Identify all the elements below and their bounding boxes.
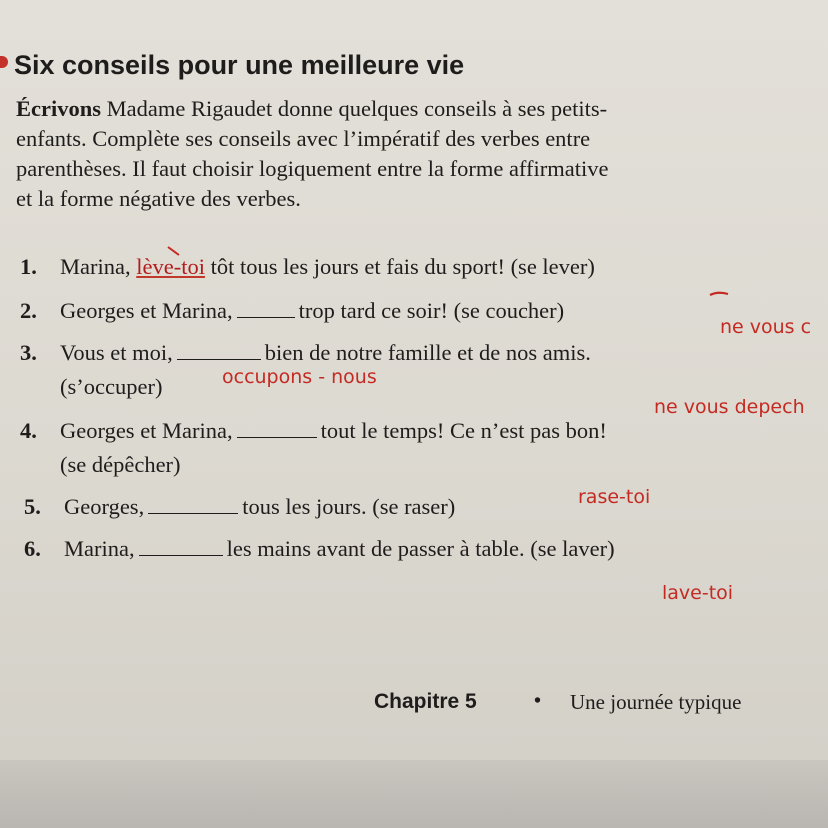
instructions-line-4: et la forme négative des verbes. (16, 186, 301, 211)
exercise-item-2: 2. Georges et Marina, trop tard ce soir! (se coucher) (20, 298, 565, 323)
handwritten-answer-4: ne vous depech (654, 396, 805, 418)
handwritten-answer-3: occupons - nous (222, 366, 377, 388)
blank-2 (237, 299, 295, 318)
exercise-item-6: 6. Marina, les mains avant de passer à table. (se laver) (24, 536, 615, 561)
footer-subtitle: Une journée typique (570, 690, 742, 714)
exercise-item-3: 3. Vous et moi, bien de notre famille et de nos amis. (20, 340, 591, 365)
blank-4 (237, 419, 317, 438)
handwritten-answer-6: lave-toi (662, 582, 734, 604)
exercise-item-3-verb: (s’occuper) (60, 374, 163, 399)
exercise-item-4-verb: (se dépêcher) (60, 452, 181, 477)
footer-separator: • (534, 690, 542, 712)
instructions (16, 94, 816, 214)
blank-5 (148, 495, 238, 514)
handwritten-answer-2: ne vous c (720, 316, 812, 338)
exercise-item-4: 4. Georges et Marina, tout le temps! Ce n’est pas bon! (20, 418, 607, 443)
instructions-keyword: Écrivons (16, 96, 102, 121)
exercise-title: Six conseils pour une meilleure vie (14, 50, 465, 80)
exercise-item-5: 5. Georges, tous les jours. (se raser) (24, 494, 456, 519)
answer-1: lève-toi (136, 254, 205, 279)
handwritten-answer-5: rase-toi (578, 486, 651, 508)
pen-tick-mark-icon (166, 244, 182, 258)
instructions-line-1: Écrivons Madame Rigaudet donne quelques conseils à ses petits- (16, 96, 608, 121)
exercise-item-1: 1. Marina, lève-toi tôt tous les jours et fais du sport! (se lever) (20, 254, 595, 279)
instructions-line-2: enfants. Complète ses conseils avec l’impératif des verbes entre (16, 126, 591, 151)
footer-chapter: Chapitre 5 (374, 690, 477, 713)
screen-bezel-shadow (0, 760, 828, 828)
pen-underline-mark-icon (708, 290, 730, 298)
section-bullet-icon (0, 56, 8, 68)
instructions-line-3: parenthèses. Il faut choisir logiquement entre la forme affirmative (16, 156, 609, 181)
blank-6 (139, 537, 223, 556)
blank-3 (177, 341, 261, 360)
